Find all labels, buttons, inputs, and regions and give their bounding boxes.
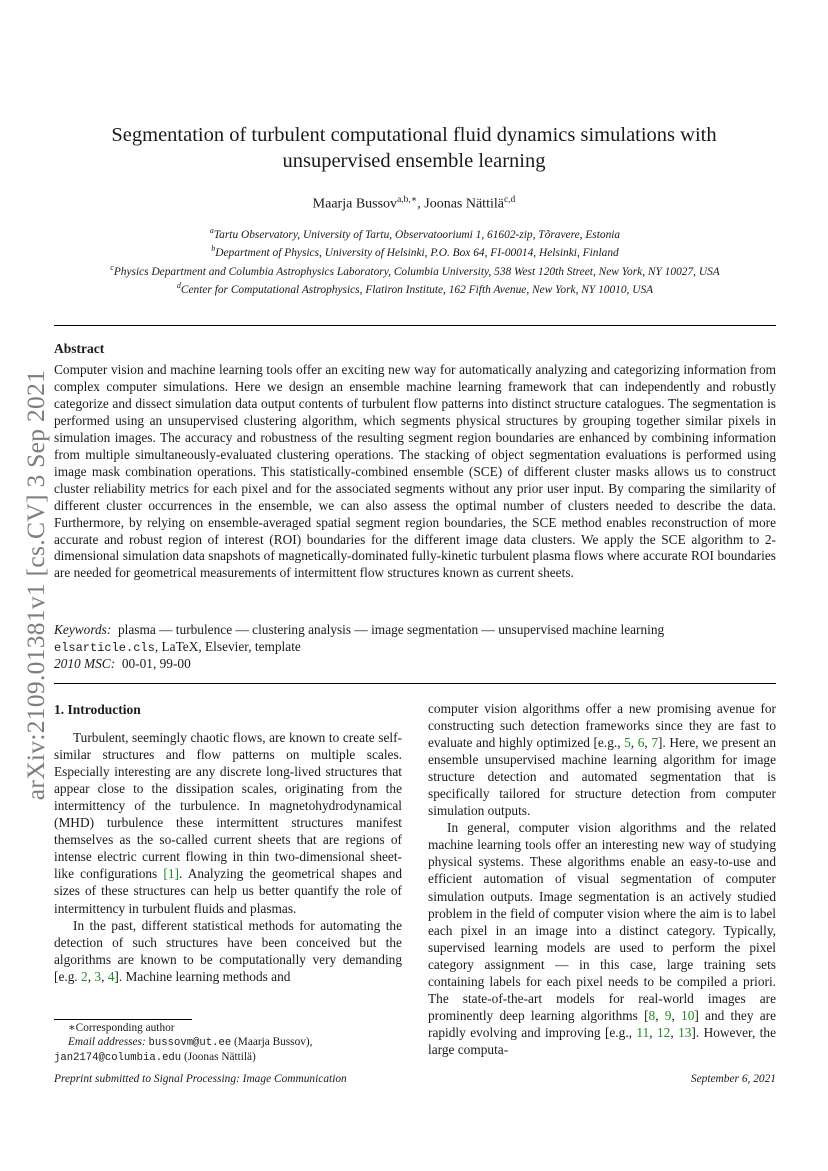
citation-link[interactable]: 7 xyxy=(651,735,658,751)
footer-date: September 6, 2021 xyxy=(690,1073,776,1085)
affiliation-line xyxy=(40,242,790,260)
citation-link[interactable]: 6 xyxy=(637,735,645,751)
title-line-1: Segmentation of turbulent computational fluid dynamics simulations with xyxy=(111,124,717,146)
msc-line xyxy=(54,656,776,673)
abstract-heading: Abstract xyxy=(54,341,105,356)
paper-title xyxy=(54,122,774,174)
affiliation-line xyxy=(40,224,790,242)
abstract-top-rule xyxy=(54,325,776,326)
msc-label: 2010 MSC: xyxy=(54,656,116,672)
paragraph-text: ]. However, the large computa- xyxy=(428,1024,776,1057)
abstract-body: Computer vision and machine learning tools offer an exciting new way for automatically analyzing and categorizing information from complex computer simulations. Here we design an ensemble machine learning framework that can independently and robustly categorize and dissect simulation data output contents of turbulent flow patterns into distinct structure catalogues. The segmentation is performed using an unsupervised clustering algorithm, which segments physical structures by grouping together similar pixels in simulation images. The accuracy and robustness of the resulting segment region boundaries are enhanced by combining information from multiple simultaneously-evaluated clustering operations. The stacking of object segmentation evaluations is performed using image mask combination operations. This statistically-combined ensemble (SCE) of different cluster masks allows us to construct cluster reliability metrics for each pixel and for the associated segments without any prior user input. By comparing the similarity of different cluster occurrences in the ensemble, we can also assess the optimal number of clusters needed to describe the data. Furthermore, by relying on ensemble-averaged spatial segment region boundaries, the SCE method enables reconstruction of more accurate and robust region of interest (ROI) boundaries for the different image data clusters. We apply the SCE algorithm to 2-dimensional simulation data snapshots of magnetically-dominated fully-kinetic turbulent plasma flows where accurate ROI boundaries are needed for geometrical measurements of intermittent flow structures known as current sheets. xyxy=(54,362,776,581)
msc-value: 00-01, 99-00 xyxy=(121,656,191,672)
email-owner: (Joonas Nättilä) xyxy=(181,1051,256,1063)
citation-link[interactable]: 12 xyxy=(656,1024,671,1040)
author-affiliation-marker: c,d xyxy=(503,195,516,205)
affiliation-marker: c xyxy=(110,262,114,272)
paragraph-text: Turbulent, seemingly chaotic flows, are known to create self-similar structures and flow patterns on multiple scales. Especially interesting are any discrete long-lived structures that appear close to the dissipation scales, originating from the intermittency of the turbulence. In magnetohydrodynamical (MHD) turbulence these intermittent structures manifest themselves as the so-called current sheets that are regions of intense electric current flowing in thin two-dimensional sheet-like configurations xyxy=(54,730,402,882)
footnote-rule xyxy=(54,1019,192,1020)
class-line xyxy=(54,639,776,657)
keywords-block xyxy=(54,622,776,673)
intro-paragraph: computer vision algorithms offer a new promising avenue for constructing such detection frameworks since they are fast to evaluate and highly optimized [e.g., 5, 6, 7]. Here, we present an ensemble unsupervised machine learning algorithm for image structure detection and automated segmentation that is specifically tailored for structure detection from computer simulation outputs. xyxy=(428,701,777,819)
citation-link[interactable]: 13 xyxy=(678,1024,692,1040)
paragraph-text: In general, computer vision algorithms and the related machine learning tools offer an interesting new way of studying physical systems. These algorithms enable an easy-to-use and efficient automation of visual segmentation of computer simulation outputs. Image segmentation is an actively studied problem in the field of computer vision where the aim is to label each pixel in an image into a distinct category. Typically, supervised learning models are used to perform the pixel category assignment — in this case, large training sets containing labels for each pixel needs to be compiled a priori. The state-of-the-art models for real-world images are prominently deep learning algorithms [ xyxy=(428,820,776,1023)
arxiv-identifier-stamp: arXiv:2109.01381v1 [cs.CV] 3 Sep 2021 xyxy=(21,369,50,801)
abstract-bottom-rule xyxy=(54,683,776,684)
affiliation-line xyxy=(40,261,790,279)
right-column xyxy=(428,700,776,1058)
intro-paragraph: In general, computer vision algorithms and the related machine learning tools offer an interesting new way of studying physical systems. These algorithms enable an easy-to-use and efficient automation of visual segmentation of computer simulation outputs. Image segmentation is an actively studied problem in the field of computer vision where the aim is to label each pixel in an image into a distinct category. Typically, supervised learning models are used to perform the pixel category assignment — in this case, large training sets containing labels for each pixel needs to be compiled a priori. The state-of-the-art models for real-world images are prominently deep learning algorithms [8, 9, 10] and they are rapidly evolving and improving [e.g., 11, 12, 13]. However, the large computa- xyxy=(428,820,777,1057)
citation-link[interactable]: 10 xyxy=(681,1007,695,1023)
keywords-line xyxy=(54,622,776,639)
left-column xyxy=(54,700,402,985)
affiliations xyxy=(40,224,790,297)
affiliation-marker: b xyxy=(211,244,216,254)
email-label: Email addresses: xyxy=(68,1036,146,1048)
author-separator: , xyxy=(417,196,425,212)
email-note-cont xyxy=(54,1050,402,1065)
class-file-name: elsarticle.cls xyxy=(54,640,155,655)
email-note xyxy=(54,1035,402,1050)
affiliation-marker: a xyxy=(209,226,214,235)
affiliation-line xyxy=(40,279,790,297)
email-address[interactable]: jan2174@columbia.edu xyxy=(54,1052,182,1064)
citation-link[interactable]: 5 xyxy=(624,735,631,751)
affiliation-text: Tartu Observatory, University of Tartu, Observatooriumi 1, 61602-zip, Tõravere, Estonia xyxy=(213,228,621,241)
footer-preprint-note: Preprint submitted to Signal Processing: Image Communication xyxy=(54,1073,347,1085)
class-line-rest: , LaTeX, Elsevier, template xyxy=(154,638,301,654)
keywords-list: plasma — turbulence — clustering analysis — image segmentation — unsupervised machine learning xyxy=(118,622,665,637)
affiliation-text: Department of Physics, University of Helsinki, P.O. Box 64, FI-00014, Helsinki, Finland xyxy=(215,247,619,260)
title-line-2: unsupervised ensemble learning xyxy=(282,150,546,172)
affiliation-marker: d xyxy=(176,280,181,290)
email-owner: (Maarja Bussov), xyxy=(231,1036,313,1048)
intro-paragraph: In the past, different statistical methods for automating the detection of such structures have been conceived but the algorithms are known to be computationally very demanding [e.g. 2, 3, 4]. Machine learning methods and xyxy=(54,917,402,984)
author-name: Joonas Nättilä xyxy=(424,196,504,212)
section-heading-introduction: 1. Introduction xyxy=(54,702,141,717)
affiliation-text: Center for Computational Astrophysics, Flatiron Institute, 162 Fifth Avenue, New York, NY 10010, USA xyxy=(180,283,654,296)
citation-link[interactable]: 3 xyxy=(94,968,102,984)
intro-paragraph xyxy=(54,729,402,917)
citation-link[interactable]: [1] xyxy=(163,866,179,882)
citation-link[interactable]: 8 xyxy=(648,1007,656,1023)
author-list xyxy=(54,194,774,213)
affiliation-text: Physics Department and Columbia Astrophysics Laboratory, Columbia University, 538 West 120th Street, New York, NY 10027, USA xyxy=(113,265,720,278)
footnotes xyxy=(54,1021,402,1065)
paragraph-text: computer vision algorithms offer a new promising avenue for constructing such detection frameworks since they are fast to evaluate and highly optimized [e.g., xyxy=(428,701,776,751)
citation-link[interactable]: 9 xyxy=(664,1007,672,1023)
email-address[interactable]: bussovm@ut.ee xyxy=(148,1037,232,1049)
paragraph-text: ]. Machine learning methods and xyxy=(114,968,291,984)
citation-link[interactable]: 11 xyxy=(636,1024,650,1040)
corresponding-author-note: ∗Corresponding author xyxy=(68,1022,175,1034)
citation-link[interactable]: 4 xyxy=(107,968,115,984)
keywords-label: Keywords: xyxy=(54,622,112,637)
paragraph-text: In the past, different statistical methods for automating the detection of such structures have been conceived but the algorithms are known to be computationally very demanding [e.g. xyxy=(54,917,402,984)
paragraph-text: ]. Here, we present an ensemble unsupervised machine learning algorithm for image structure detection and automated segmentation that is specifically tailored for structure detection from computer simulation outputs. xyxy=(428,735,777,819)
paragraph-text: ] and they are rapidly evolving and improving [e.g., xyxy=(428,1007,777,1040)
paragraph-text: . Analyzing the geometrical shapes and sizes of these structures can help us better quantify the role of intermittency in turbulent fluids and plasmas. xyxy=(54,866,402,916)
author-name: Maarja Bussov xyxy=(312,196,398,212)
author-affiliation-marker: a,b,∗ xyxy=(397,195,418,205)
citation-link[interactable]: 2 xyxy=(81,968,88,984)
